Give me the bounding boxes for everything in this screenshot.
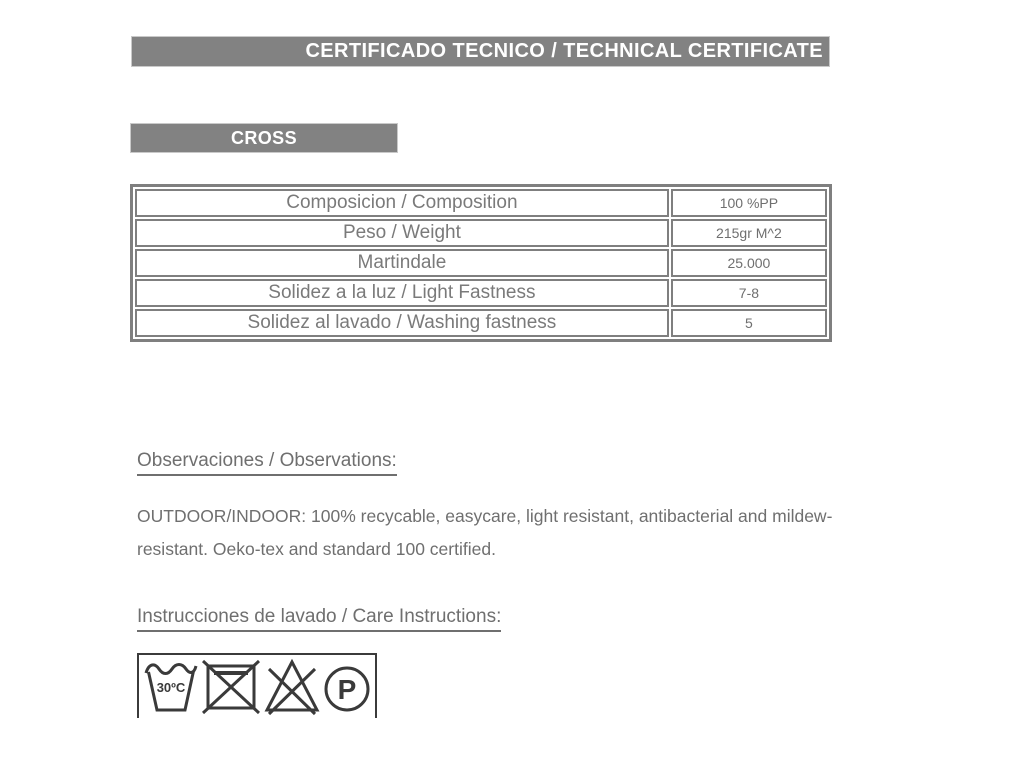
spec-value: 215gr M^2 xyxy=(671,219,827,247)
do-not-dry-icon xyxy=(202,658,260,716)
dry-clean-p-icon xyxy=(324,658,370,716)
table-row xyxy=(135,219,827,247)
wash-30c-icon xyxy=(144,658,198,716)
spec-value: 25.000 xyxy=(671,249,827,277)
care-instructions-heading xyxy=(137,606,501,632)
table-row xyxy=(135,189,827,217)
spec-label: Peso / Weight xyxy=(135,219,669,247)
certificate-title-bar xyxy=(131,36,830,67)
certificate-title: CERTIFICADO TECNICO / TECHNICAL CERTIFICATE xyxy=(305,40,823,62)
observations-heading xyxy=(137,450,397,476)
spec-label: Solidez a la luz / Light Fastness xyxy=(135,279,669,307)
table-row xyxy=(135,279,827,307)
wash-temperature-label: 30ºC xyxy=(156,680,186,695)
table-row xyxy=(135,249,827,277)
spec-table xyxy=(130,184,832,342)
do-not-bleach-icon xyxy=(264,658,320,716)
spec-label: Solidez al lavado / Washing fastness xyxy=(135,309,669,337)
product-name: CROSS xyxy=(230,127,297,148)
observations-heading-text: Observaciones / Observations: xyxy=(137,450,397,476)
dry-clean-letter: P xyxy=(337,674,357,705)
spec-value: 7-8 xyxy=(671,279,827,307)
care-symbols-strip xyxy=(137,653,377,718)
table-row xyxy=(135,309,827,337)
observations-text: OUTDOOR/INDOOR: 100% recycable, easycare, light resistant, antibacterial and mildew-resistant. Oeko-tex and standard 100 certified. xyxy=(137,506,833,559)
spec-label: Composicion / Composition xyxy=(135,189,669,217)
spec-value: 100 %PP xyxy=(671,189,827,217)
spec-value: 5 xyxy=(671,309,827,337)
spec-label: Martindale xyxy=(135,249,669,277)
care-instructions-heading-text: Instrucciones de lavado / Care Instructions: xyxy=(137,606,501,632)
product-name-bar xyxy=(130,123,398,153)
